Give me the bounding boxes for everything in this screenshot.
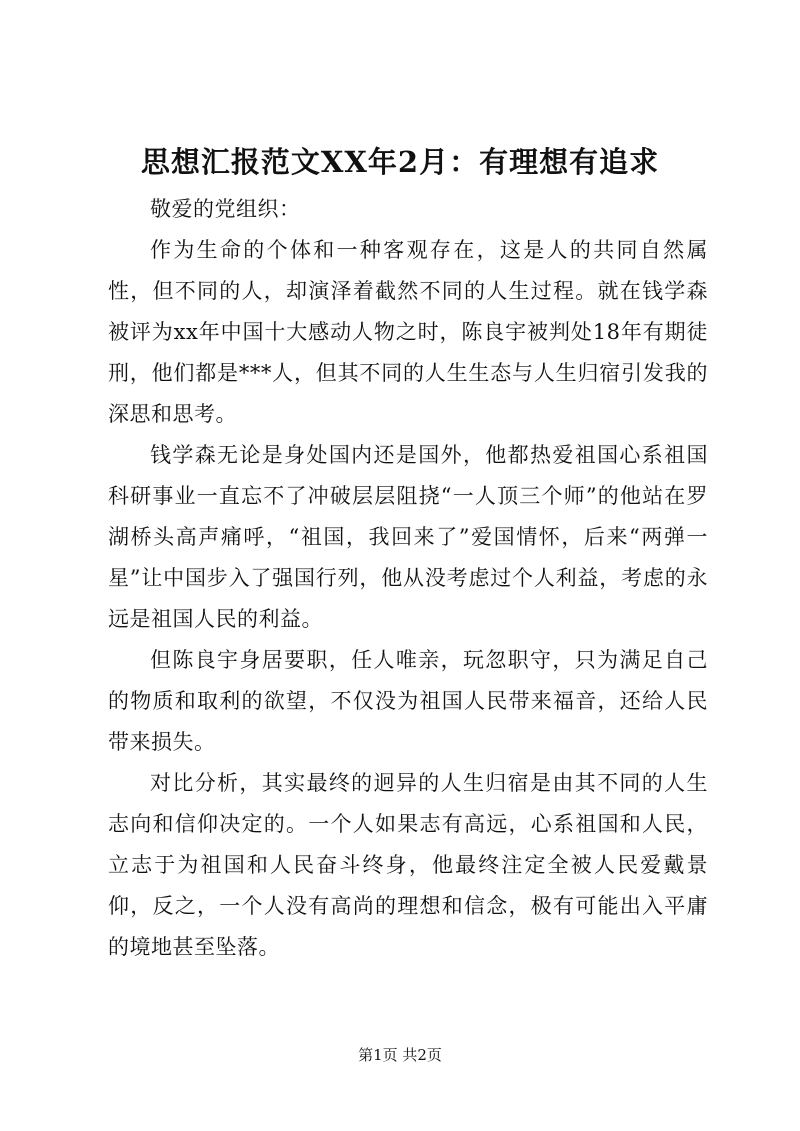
paragraph: 钱学森无论是身处国内还是国外，他都热爱祖国心系祖国科研事业一直忘不了冲破层层阻挠“一人顶三个师”的他站在罗湖桥头高声痛呼，“祖国，我回来了”爱国情怀，后来“两弹一星”让中国步入了强国行列，他从没考虑过个人利益，考虑的永远是祖国人民的利益。 xyxy=(108,443,708,631)
paragraph: 作为生命的个体和一种客观存在，这是人的共同自然属性，但不同的人，却演泽着截然不同的人生过程。就在钱学森被评为xx年中国十大感动人物之时，陈良宇被判处18年有期徒刑，他们都是***人，但其不同的人生生态与人生归宿引发我的深思和思考。 xyxy=(108,238,708,426)
document-body xyxy=(108,189,708,968)
document-title: 思想汇报范文XX年2月：有理想有追求 xyxy=(140,145,660,179)
page-number: 第1页 共2页 xyxy=(358,1046,442,1064)
paragraph: 但陈良宇身居要职，任人唯亲，玩忽职守，只为满足自己的物质和取利的欲望，不仅没为祖国人民带来福音，还给人民带来损失。 xyxy=(108,648,708,754)
salutation: 敬爱的党组织： xyxy=(150,197,301,221)
paragraph: 对比分析，其实最终的迥异的人生归宿是由其不同的人生志向和信仰决定的。一个人如果志有高远，心系祖国和人民，立志于为祖国和人民奋斗终身，他最终注定全被人民爱戴景仰，反之，一个人没有高尚的理想和信念，极有可能出入平庸的境地甚至坠落。 xyxy=(108,771,708,959)
